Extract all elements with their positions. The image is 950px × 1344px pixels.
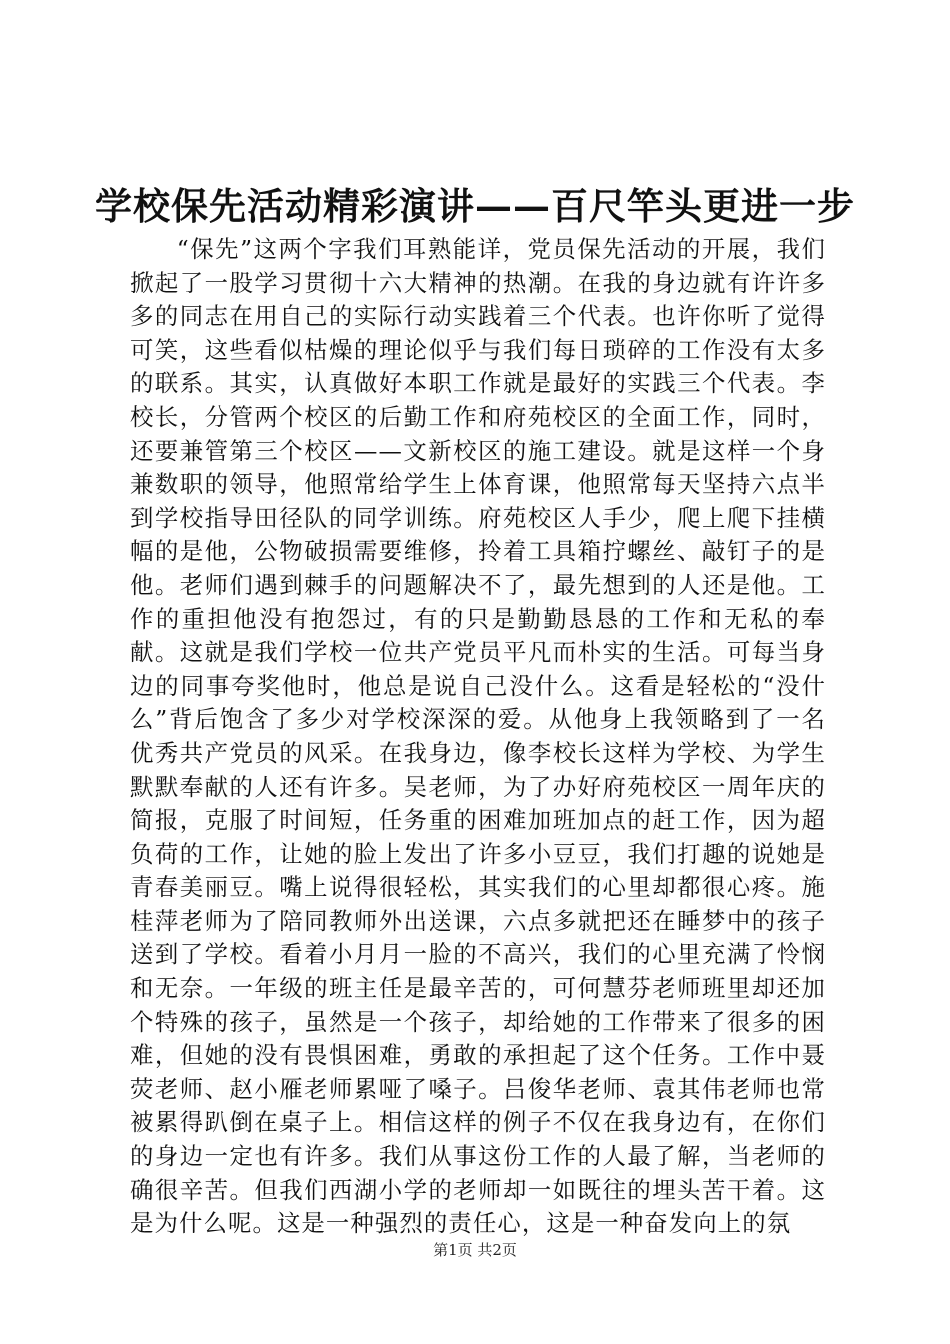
document-title: 学校保先活动精彩演讲——百尺竿头更进一步 xyxy=(95,184,855,228)
page-number-footer: 第1页 共2页 xyxy=(433,1241,517,1259)
document-body-paragraph: “保先”这两个字我们耳熟能详，党员保先活动的开展，我们掀起了一股学习贯彻十六大精神的热潮。在我的身边就有许许多多的同志在用自己的实际行动实践着三个代表。也许你听了觉得可笑，这些看似枯燥的理论似乎与我们每日琐碎的工作没有太多的联系。其实，认真做好本职工作就是最好的实践三个代表。李校长，分管两个校区的后勤工作和府苑校区的全面工作，同时，还要兼管第三个校区——文新校区的施工建设。就是这样一个身兼数职的领导，他照常给学生上体育课，他照常每天坚持六点半到学校指导田径队的同学训练。府苑校区人手少，爬上爬下挂横幅的是他，公物破损需要维修，拎着工具箱拧螺丝、敲钉子的是他。老师们遇到棘手的问题解决不了，最先想到的人还是他。工作的重担他没有抱怨过，有的只是勤勤恳恳的工作和无私的奉献。这就是我们学校一位共产党员平凡而朴实的生活。可每当身边的同事夸奖他时，他总是说自己没什么。这看是轻松的“没什么”背后饱含了多少对学校深深的爱。从他身上我领略到了一名优秀共产党员的风采。在我身边，像李校长这样为学校、为学生默默奉献的人还有许多。吴老师，为了办好府苑校区一周年庆的简报，克服了时间短，任务重的困难加班加点的赶工作，因为超负荷的工作，让她的脸上发出了许多小豆豆，我们打趣的说她是青春美丽豆。嘴上说得很轻松，其实我们的心里却都很心疼。施桂萍老师为了陪同教师外出送课，六点多就把还在睡梦中的孩子送到了学校。看着小月月一脸的不高兴，我们的心里充满了怜悯和无奈。一年级的班主任是最辛苦的，可何慧芬老师班里却还加个特殊的孩子，虽然是一个孩子，却给她的工作带来了很多的困难，但她的没有畏惧困难，勇敢的承担起了这个任务。工作中聂荧老师、赵小雁老师累哑了嗓子。吕俊华老师、袁其伟老师也常被累得趴倒在桌子上。相信这样的例子不仅在我身边有，在你们的身边一定也有许多。我们从事这份工作的人最了解，当老师的确很辛苦。但我们西湖小学的老师却一如既往的埋头苦干着。这是为什么呢。这是一种强烈的责任心，这是一种奋发向上的氛 xyxy=(130,235,826,1238)
